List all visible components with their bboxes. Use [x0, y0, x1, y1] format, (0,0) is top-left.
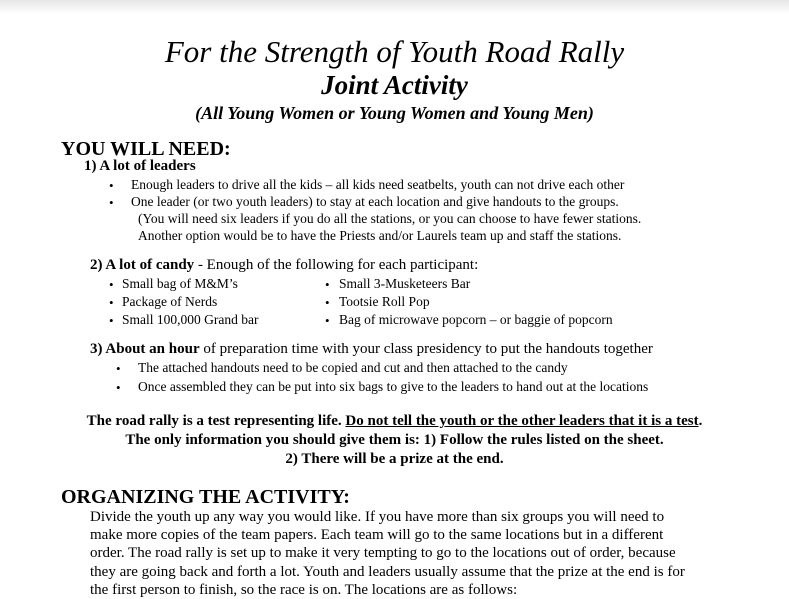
section-heading-you-will-need: YOU WILL NEED: — [61, 138, 231, 160]
item-candy-label: 2) A lot of candy — [90, 257, 195, 273]
bullet-icon: • — [109, 178, 114, 193]
page-top-shadow — [0, 0, 789, 14]
notice-line-3: 2) There will be a prize at the end. — [285, 451, 504, 467]
notice-period: . — [698, 413, 703, 429]
paragraph-line: they are going back and forth a lot. Youth and leaders usually assume that the prize at the end is for — [90, 563, 685, 580]
document-title: For the Strength of Youth Road Rally — [164, 34, 625, 69]
organizing-paragraph — [90, 508, 730, 599]
paragraph-line: make more copies of the team papers. Each team will go to the same locations but in a different — [90, 527, 664, 544]
notice-line-1 — [0, 413, 789, 430]
paragraph-line: Divide the youth up any way you would like. If you have more than six groups you will need to — [90, 509, 665, 525]
bullet-icon: • — [116, 361, 121, 376]
bullet-icon: • — [109, 295, 114, 310]
item-preparation-label: 3) About an hour — [90, 341, 200, 357]
bullet-icon: • — [325, 295, 330, 310]
list-item: Small bag of M&M’s — [122, 276, 238, 291]
bullet-icon: • — [109, 313, 114, 328]
list-item: Tootsie Roll Pop — [339, 294, 430, 309]
list-item: Small 3-Musketeers Bar — [339, 276, 471, 291]
document-audience: (All Young Women or Young Women and Young Men) — [195, 103, 594, 123]
item-candy-line — [90, 257, 478, 274]
notice-warning-underlined: Do not tell the youth or the other leaders that it is a test — [345, 413, 699, 429]
notice-text: The road rally is a test representing life. — [86, 413, 346, 429]
bullet-icon: • — [325, 277, 330, 292]
paragraph-line: order. The road rally is set up to make it very tempting to go to the locations out of order, because — [90, 545, 676, 562]
list-item-continuation: Another option would be to have the Priests and/or Laurels team up and staff the stations. — [138, 228, 622, 243]
item-preparation-text: of preparation time with your class presidency to put the handouts together — [199, 341, 653, 357]
item-candy-text: - Enough of the following for each participant: — [194, 257, 479, 273]
list-item: Once assembled they can be put into six bags to give to the leaders to hand out at the locations — [138, 379, 649, 394]
list-item-continuation: (You will need six leaders if you do all the stations, or you can choose to have fewer stations. — [138, 211, 642, 226]
bullet-icon: • — [325, 313, 330, 328]
paragraph-line: the first person to finish, so the race is on. The locations are as follows: — [90, 581, 518, 598]
list-item: The attached handouts need to be copied and cut and then attached to the candy — [138, 360, 568, 375]
notice-line-2: The only information you should give them is: 1) Follow the rules listed on the sheet. — [125, 432, 664, 448]
list-item: Small 100,000 Grand bar — [122, 312, 259, 327]
bullet-icon: • — [116, 380, 121, 395]
bullet-icon: • — [109, 195, 114, 210]
item-leaders-label: 1) A lot of leaders — [84, 158, 196, 174]
list-item: Enough leaders to drive all the kids – all kids need seatbelts, youth can not drive each other — [131, 177, 625, 192]
bullet-icon: • — [109, 277, 114, 292]
document-subtitle: Joint Activity — [321, 70, 468, 100]
item-preparation-line — [90, 341, 653, 358]
section-heading-organizing: ORGANIZING THE ACTIVITY: — [61, 486, 350, 508]
list-item: One leader (or two youth leaders) to stay at each location and give handouts to the groups. — [131, 194, 619, 209]
list-item: Package of Nerds — [122, 294, 218, 309]
list-item: Bag of microwave popcorn – or baggie of popcorn — [339, 312, 613, 327]
